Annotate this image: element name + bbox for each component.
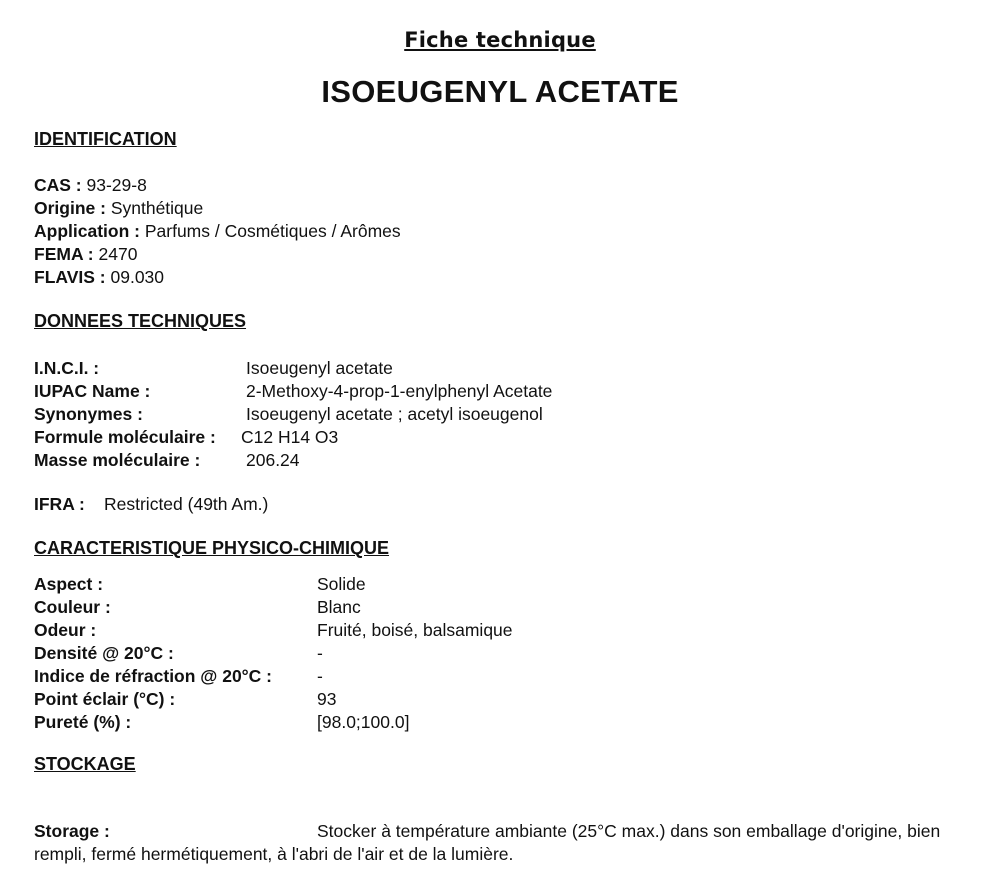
field-value: - <box>317 643 323 663</box>
field-value: Synthétique <box>110 198 204 218</box>
field-value: [98.0;100.0] <box>317 712 410 732</box>
field-label: Indice de réfraction @ 20°C : <box>34 666 273 686</box>
field-value: Parfums / Cosmétiques / Arômes <box>144 221 401 241</box>
field-label: Densité @ 20°C : <box>34 643 174 663</box>
field-value: C12 H14 O3 <box>241 427 339 447</box>
field-label: FLAVIS : <box>34 267 106 287</box>
field-value: Stocker à température ambiante (25°C max.) dans son emballage d'origine, bien rempli, fermé hermétiquement, à l'abri de l'air et de la lumière. <box>34 821 941 864</box>
row-cas <box>34 174 147 196</box>
field-value: Restricted (49th Am.) <box>104 494 269 514</box>
field-label: Formule moléculaire : <box>34 427 216 447</box>
field-value: 93-29-8 <box>86 175 147 195</box>
field-label: IFRA : <box>34 494 85 514</box>
row-aspect <box>34 573 366 595</box>
field-value: 93 <box>317 689 337 709</box>
field-label: FEMA : <box>34 244 94 264</box>
storage-paragraph <box>34 820 994 866</box>
row-point-eclair <box>34 688 337 710</box>
field-value: Fruité, boisé, balsamique <box>317 620 513 640</box>
field-value: Solide <box>317 574 366 594</box>
product-title: ISOEUGENYL ACETATE <box>321 74 679 109</box>
section-heading-physico: CARACTERISTIQUE PHYSICO-CHIMIQUE <box>34 538 390 558</box>
field-label: IUPAC Name : <box>34 381 151 401</box>
row-fema <box>34 243 137 265</box>
field-label: Synonymes : <box>34 404 143 424</box>
row-purete <box>34 711 410 733</box>
field-value: 09.030 <box>110 267 165 287</box>
field-label: Application : <box>34 221 140 241</box>
field-value: 2470 <box>98 244 138 264</box>
section-heading-identification: IDENTIFICATION <box>34 129 177 149</box>
row-densite <box>34 642 323 664</box>
field-value: Isoeugenyl acetate <box>246 358 393 378</box>
row-indice-refraction <box>34 665 323 687</box>
field-label: Pureté (%) : <box>34 712 132 732</box>
field-label: CAS : <box>34 175 82 195</box>
row-iupac <box>34 380 553 402</box>
field-label: Storage : <box>34 821 110 841</box>
row-couleur <box>34 596 361 618</box>
row-inci <box>34 357 393 379</box>
row-masse <box>34 449 300 471</box>
row-ifra <box>34 493 269 515</box>
field-value: 2-Methoxy-4-prop-1-enylphenyl Acetate <box>246 381 553 401</box>
document-type: Fiche technique <box>404 28 596 52</box>
field-value: 206.24 <box>246 450 300 470</box>
section-heading-technical: DONNEES TECHNIQUES <box>34 311 247 331</box>
row-formule <box>34 426 339 448</box>
field-label: I.N.C.I. : <box>34 358 100 378</box>
field-label: Couleur : <box>34 597 111 617</box>
field-label: Point éclair (°C) : <box>34 689 176 709</box>
row-flavis <box>34 266 164 288</box>
field-value: Blanc <box>317 597 361 617</box>
field-value: - <box>317 666 323 686</box>
section-heading-storage: STOCKAGE <box>34 754 136 774</box>
row-application <box>34 220 401 242</box>
field-label: Odeur : <box>34 620 97 640</box>
row-synonymes <box>34 403 543 425</box>
field-value: Isoeugenyl acetate ; acetyl isoeugenol <box>246 404 543 424</box>
field-label: Aspect : <box>34 574 104 594</box>
row-odeur <box>34 619 513 641</box>
field-label: Origine : <box>34 198 106 218</box>
row-origine <box>34 197 203 219</box>
field-label: Masse moléculaire : <box>34 450 201 470</box>
